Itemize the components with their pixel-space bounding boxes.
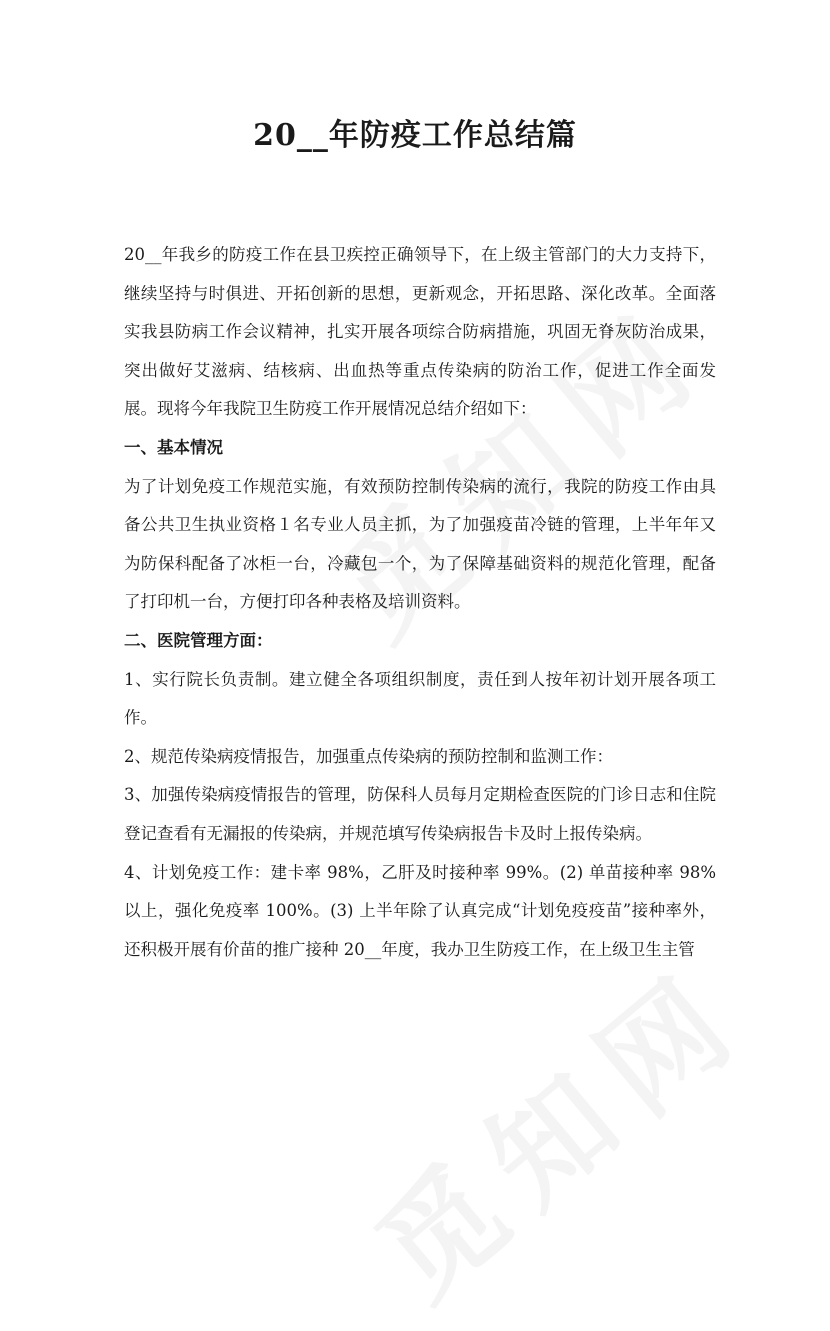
list-item: 4、计划免疫工作：建卡率 98%，乙肝及时接种率 99%。(2) 单苗接种率 98%以上，强化免疫率 100%。(3) 上半年除了认真完成“计划免疫疫苗”接种率外，还积极开展有价苗的推广接种 20__年度，我办卫生防疫工作，在上级卫生主管 <box>124 862 716 959</box>
basic-info-paragraph: 为了计划免疫工作规范实施，有效预防控制传染病的流行，我院的防疫工作由具备公共卫生执业资格１名专业人员主抓，为了加强疫苗冷链的管理，上半年年又为防保科配备了冰柜一台，冷藏包一个，为了保障基础资料的规范化管理，配备了打印机一台，方便打印各种表格及培训资料。 <box>124 476 716 612</box>
document-title: 20__年防疫工作总结篇 <box>253 118 577 153</box>
section-heading-management: 二、医院管理方面： <box>124 630 273 650</box>
list-item: 2、规范传染病疫情报告，加强重点传染病的预防控制和监测工作： <box>124 746 613 766</box>
list-item: 3、加强传染病疫情报告的管理，防保科人员每月定期检查医院的门诊日志和住院登记查看有无漏报的传染病，并规范填写传染病报告卡及时上报传染病。 <box>124 785 716 843</box>
document-body <box>124 236 716 969</box>
list-item: 1、实行院长负责制。建立健全各项组织制度，责任到人按年初计划开展各项工作。 <box>124 669 716 728</box>
section-heading-basic: 一、基本情况 <box>124 437 223 457</box>
intro-paragraph: 20__年我乡的防疫工作在县卫疾控正确领导下，在上级主管部门的大力支持下，继续坚持与时俱进、开拓创新的思想，更新观念，开拓思路、深化改革。全面落实我县防病工作会议精神，扎实开展各项综合防病措施，巩固无脊灰防治成果，突出做好艾滋病、结核病、出血热等重点传染病的防治工作，促进工作全面发展。现将今年我院卫生防疫工作开展情况总结介绍如下： <box>124 245 716 419</box>
watermark <box>335 921 776 1330</box>
